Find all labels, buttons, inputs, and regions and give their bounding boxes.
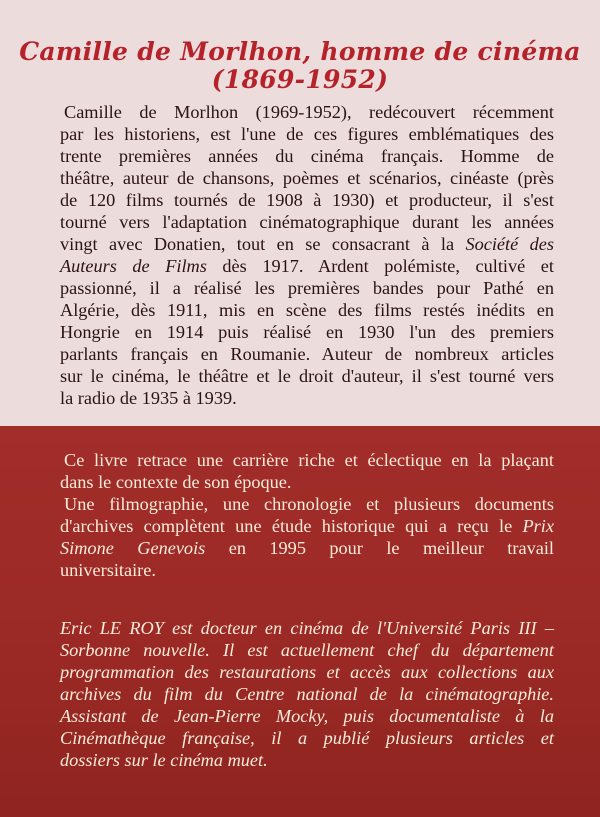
- book-title-dates: (1869-1952): [211, 65, 389, 94]
- author-line: archives du film du Centre national de la cinématographie.: [60, 684, 554, 704]
- bio-line: [60, 255, 554, 277]
- bio-line: Hongrie en 1914 puis réalisé en 1930 l'un des premiers: [60, 322, 554, 342]
- book-title: Camille de Morlhon, homme de cinéma: [19, 37, 581, 66]
- author-line: Assistant de Jean-Pierre Mocky, puis documentaliste à la: [60, 706, 554, 726]
- author-line: Sorbonne nouvelle. Il est actuellement chef du département: [60, 640, 554, 660]
- author-line: Cinémathèque française, il a publié plusieurs articles et: [60, 728, 554, 748]
- bio-line: de 120 films tournés de 1908 à 1930) et producteur, il s'est: [60, 190, 554, 210]
- author-line: Eric LE ROY est docteur en cinéma de l'Université Paris III –: [60, 618, 554, 638]
- book-text: d'archives complètent une étude historique qui a reçu le: [60, 516, 513, 536]
- bio-line: la radio de 1935 à 1939.: [60, 388, 237, 408]
- bio-text: dès 1917. Ardent polémiste, cultivé et: [206, 256, 554, 276]
- book-line: [60, 537, 554, 559]
- bio-line: théâtre, auteur de chansons, poèmes et scénarios, cinéaste (près: [60, 168, 554, 188]
- author-line: programmation des restaurations et accès aux collections aux: [60, 662, 554, 682]
- bio-line: parlants français en Roumanie. Auteur de nombreux articles: [60, 344, 554, 364]
- bio-line: tourné vers l'adaptation cinématographique durant les années: [60, 212, 554, 232]
- book-line: [60, 515, 554, 537]
- book-line: dans le contexte de son époque.: [60, 472, 292, 492]
- book-line: universitaire.: [60, 560, 156, 580]
- book-text: en 1995 pour le meilleur travail: [205, 538, 554, 558]
- bio-text: vingt avec Donatien, tout en se consacrant à la: [60, 234, 455, 254]
- society-name-italic-cont: Auteurs de Films: [60, 256, 207, 276]
- bio-line: Camille de Morlhon (1969-1952), redécouvert récemment: [64, 102, 554, 122]
- author-line: dossiers sur le cinéma muet.: [60, 750, 268, 770]
- bio-line: Algérie, dès 1911, mis en scène des films restés inédits en: [60, 300, 554, 320]
- bio-line: [60, 233, 554, 255]
- bio-line: par les historiens, est l'une de ces figures emblématiques des: [60, 124, 554, 144]
- prize-name-italic: Prix: [522, 516, 554, 536]
- bio-line: passionné, il a réalisé les premières bandes pour Pathé en: [60, 278, 554, 298]
- society-name-italic: Société des: [465, 234, 554, 254]
- bio-line: sur le cinéma, le théâtre et le droit d'auteur, il s'est tourné vers: [60, 366, 554, 386]
- book-line: Ce livre retrace une carrière riche et éclectique en la plaçant: [64, 450, 554, 470]
- book-line: Une filmographie, une chronologie et plusieurs documents: [64, 494, 554, 514]
- bio-line: trente premières années du cinéma français. Homme de: [60, 146, 554, 166]
- prize-name-italic-cont: Simone Genevois: [60, 538, 206, 558]
